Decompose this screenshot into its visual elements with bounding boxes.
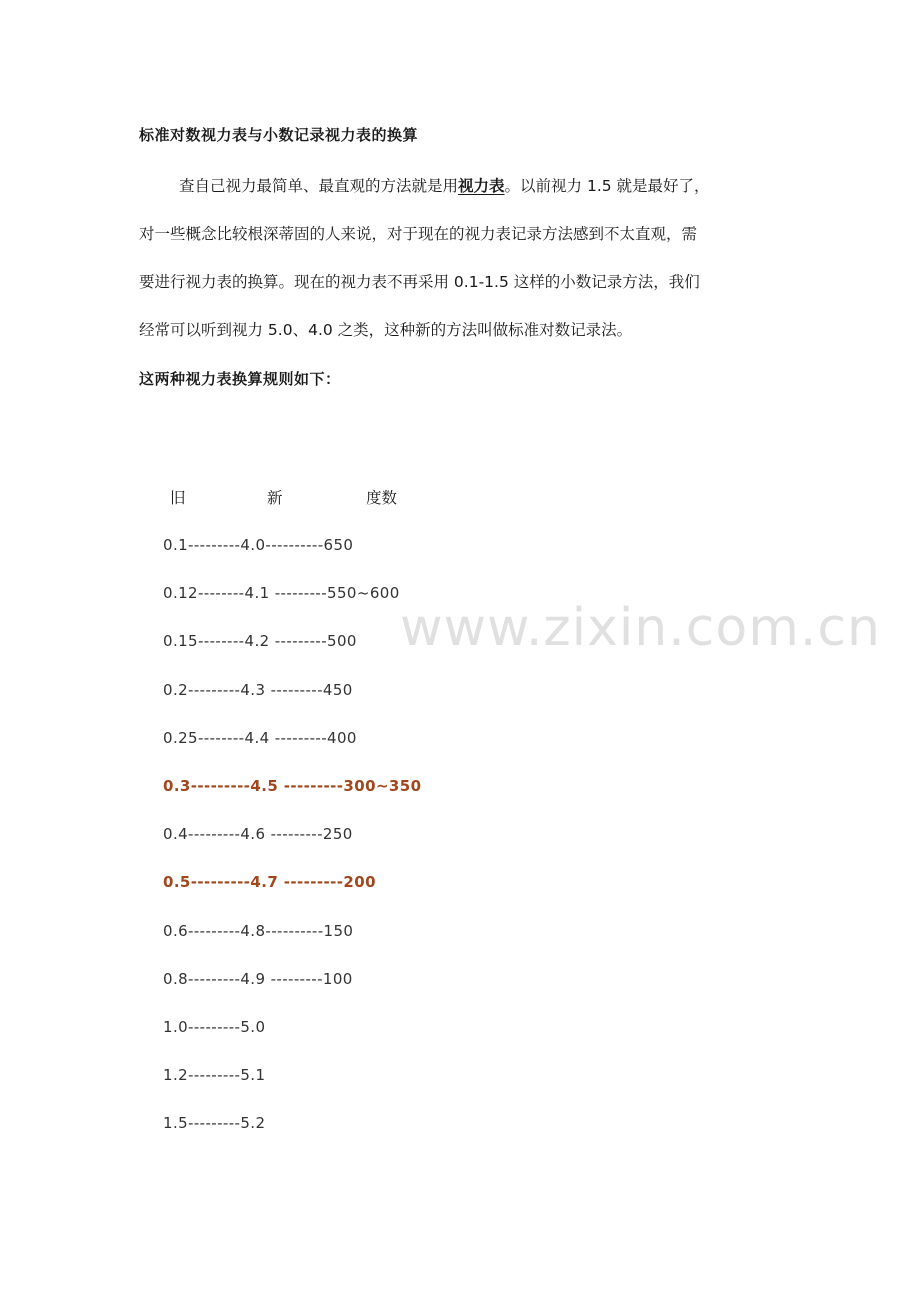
table-row: 1.2---------5.1: [163, 1066, 266, 1085]
intro-line-1: [139, 174, 779, 196]
intro-text-1b: 。以前视力 1.5 就是最好了，: [504, 177, 710, 195]
table-row: 0.25--------4.4 ---------400: [163, 728, 357, 747]
intro-line-3: 要进行视力表的换算。现在的视力表不再采用 0.1-1.5 这样的小数记录方法，我们: [139, 273, 700, 291]
column-header-old: 旧: [170, 489, 186, 507]
eye-chart-link[interactable]: 视力表: [458, 177, 505, 195]
table-row: 0.3---------4.5 ---------300~350: [163, 777, 422, 795]
table-row: 0.8---------4.9 ---------100: [163, 969, 353, 988]
table-row: 0.6---------4.8----------150: [163, 921, 354, 940]
column-header-new: 新: [267, 489, 283, 507]
table-row: 0.2---------4.3 ---------450: [163, 680, 353, 699]
table-row: 0.12--------4.1 ---------550~600: [163, 584, 400, 603]
table-row: 0.1---------4.0----------650: [163, 536, 354, 554]
document-title: 标准对数视力表与小数记录视力表的换算: [139, 126, 419, 144]
conversion-subheading: 这两种视力表换算规则如下：: [139, 370, 341, 388]
table-row: 0.4---------4.6 ---------250: [163, 825, 353, 844]
intro-line-2: 对一些概念比较根深蒂固的人来说，对于现在的视力表记录方法感到不太直观，需: [139, 225, 698, 243]
intro-line-4: 经常可以听到视力 5.0、4.0 之类，这种新的方法叫做标准对数记录法。: [139, 321, 633, 339]
intro-text-1a: 查自己视力最简单、最直观的方法就是用: [179, 177, 459, 195]
table-row: 1.5---------5.2: [163, 1114, 266, 1133]
watermark: www.zixin.com.cn: [400, 598, 881, 658]
table-row: 0.15--------4.2 ---------500: [163, 632, 357, 651]
table-row: 1.0---------5.0: [163, 1018, 266, 1036]
table-row: 0.5---------4.7 ---------200: [163, 873, 376, 892]
column-header-degree: 度数: [366, 489, 398, 507]
